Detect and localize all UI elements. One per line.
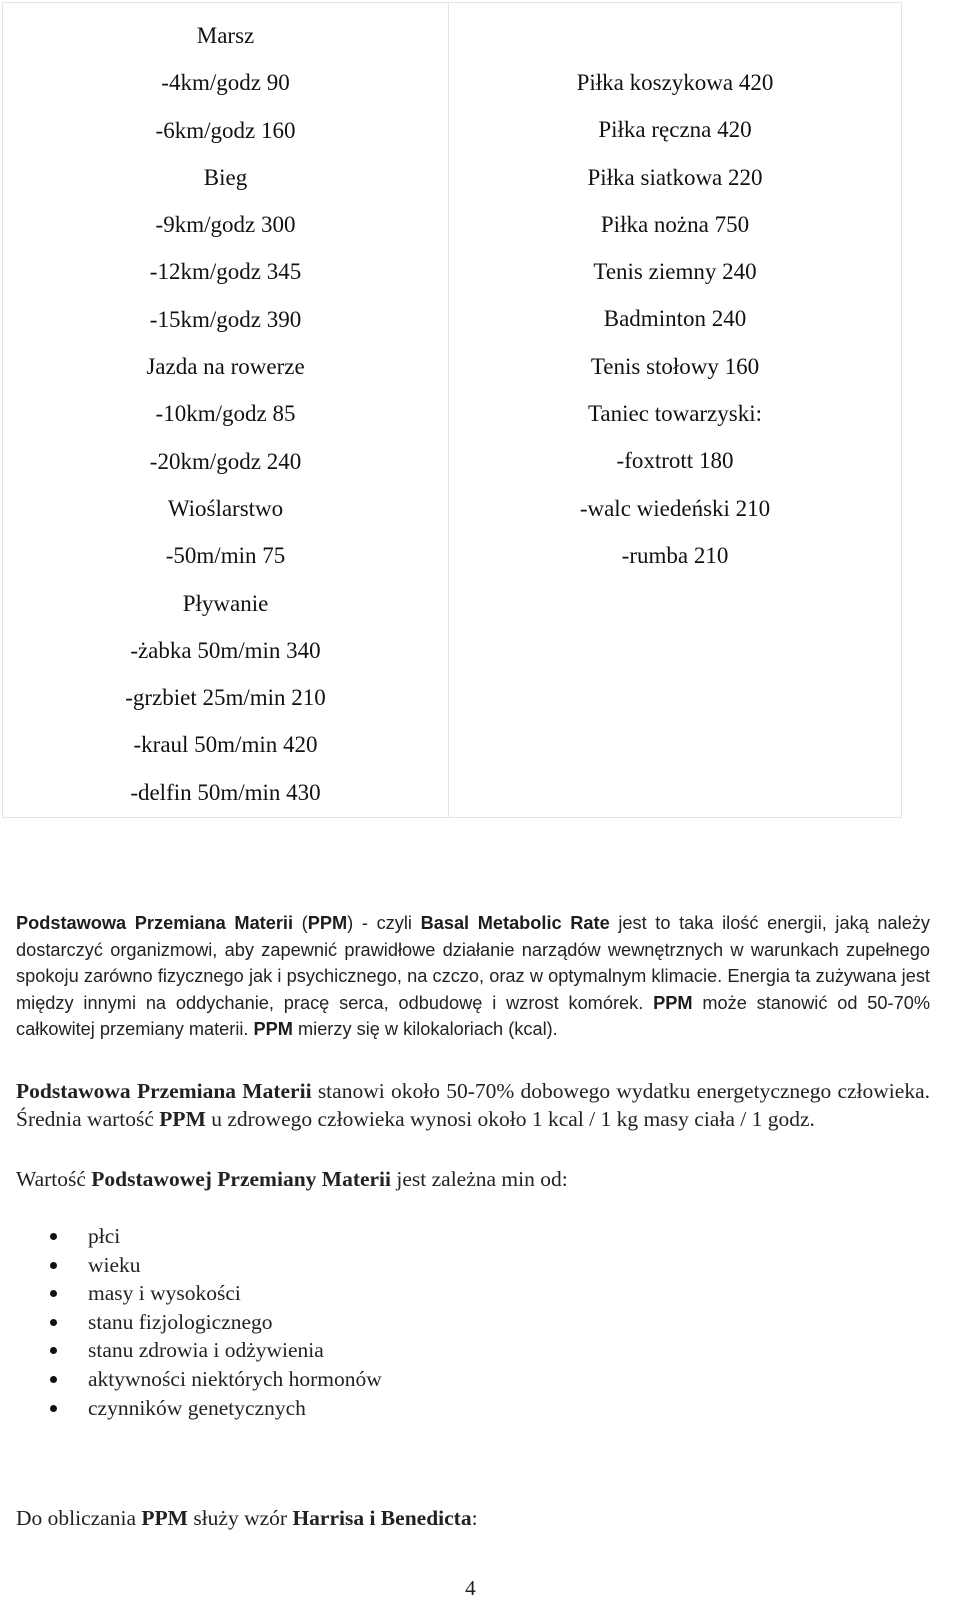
ppm-share-paragraph <box>16 1078 930 1133</box>
bullet-icon <box>50 1376 57 1383</box>
list-item <box>0 1222 382 1251</box>
text-run: może stanowić od 50-70% całkowitej przemiany materii. <box>16 992 930 1040</box>
activity-calorie-table <box>2 2 902 818</box>
term-bold: Harrisa i Benedicta <box>292 1506 472 1530</box>
text-run: jest zależna min od: <box>391 1167 568 1191</box>
list-item <box>0 1308 382 1337</box>
term-bold: PPM <box>141 1506 188 1530</box>
term-bold: PPM <box>159 1106 206 1131</box>
bullet-icon <box>50 1319 57 1326</box>
table-cell: Piłka ręczna 420 <box>598 117 752 143</box>
table-cell: -6km/godz 160 <box>155 117 296 143</box>
list-item-label: masy i wysokości <box>88 1281 241 1306</box>
table-cell: -rumba 210 <box>621 542 729 568</box>
table-cell: -10km/godz 85 <box>155 401 296 427</box>
table-left-column <box>3 3 449 817</box>
term-bold: Podstawowa Przemiana Materii <box>16 913 294 933</box>
term-bold: Basal Metabolic Rate <box>420 913 610 933</box>
text-run: Energia ta zużywana jest między innymi na oddychanie, pracę serca, odbudowę i wzrost komórek. <box>16 966 930 1013</box>
term-bold: PPM <box>653 992 693 1013</box>
table-cell: Jazda na rowerze <box>146 354 305 380</box>
table-cell: -żabka 50m/min 340 <box>130 637 321 663</box>
list-item-label: wieku <box>88 1252 141 1277</box>
table-cell: -50m/min 75 <box>165 543 286 569</box>
ppm-factors-intro <box>16 1164 568 1194</box>
page-number: 4 <box>465 1576 476 1600</box>
table-cell: -4km/godz 90 <box>161 70 290 96</box>
table-right-column <box>449 3 901 817</box>
term-bold: PPM <box>253 1019 293 1040</box>
table-cell: Piłka siatkowa 220 <box>587 164 763 190</box>
list-item <box>0 1365 382 1394</box>
text-run: ) - czyli <box>347 913 421 933</box>
term-bold: Podstawowej Przemiany Materii <box>91 1167 392 1191</box>
bullet-icon <box>50 1262 57 1269</box>
ppm-factors-list <box>0 1222 382 1422</box>
table-cell: -foxtrott 180 <box>616 448 734 474</box>
text-run: Wartość <box>16 1167 92 1191</box>
text-run: stanowi około 50-70% dobowego wydatku energetycznego człowieka. Średnia wartość <box>16 1079 930 1131</box>
table-cell: Marsz <box>196 23 255 48</box>
table-cell: -12km/godz 345 <box>149 259 302 285</box>
list-item-label: płci <box>88 1224 121 1248</box>
text-run: służy wzór <box>187 1506 293 1530</box>
table-cell: -kraul 50m/min 420 <box>133 732 318 758</box>
table-cell: -delfin 50m/min 430 <box>130 779 321 805</box>
table-cell: Taniec towarzyski: <box>587 401 763 427</box>
bullet-icon <box>50 1233 57 1240</box>
text-run: jest to taka ilość energii, jaką należy dostarczyć organizmowi, aby zapewnić prawidłowe działanie narządów wewnętrznych w warunkach zupełnego spokoju zarówno fizycznego jak i psychicznego, na czczo, oraz w optymalnym klimacie. <box>16 913 930 987</box>
list-item <box>0 1394 382 1423</box>
text-run: mierzy się w kilokaloriach (kcal). <box>292 1019 558 1040</box>
table-cell: -grzbiet 25m/min 210 <box>125 685 326 711</box>
table-cell: -20km/godz 240 <box>149 448 302 474</box>
table-cell: Badminton 240 <box>603 306 747 332</box>
table-cell: Pływanie <box>182 590 269 616</box>
bullet-icon <box>50 1290 57 1297</box>
bullet-icon <box>50 1347 57 1354</box>
list-item <box>0 1251 382 1280</box>
term-bold: Podstawowa Przemiana Materii <box>16 1079 312 1103</box>
table-cell: Tenis ziemny 240 <box>593 259 757 285</box>
bullet-icon <box>50 1405 57 1412</box>
table-cell: -9km/godz 300 <box>155 212 296 238</box>
list-item-label: stanu fizjologicznego <box>88 1309 273 1334</box>
list-item-label: aktywności niektórych hormonów <box>88 1366 382 1391</box>
term-bold: PPM <box>307 913 348 933</box>
text-run: Do obliczania <box>16 1506 142 1530</box>
list-item <box>0 1279 382 1308</box>
table-cell: Tenis stołowy 160 <box>590 353 760 379</box>
list-item-label: stanu zdrowia i odżywienia <box>88 1338 324 1363</box>
text-run: u zdrowego człowieka wynosi około 1 kcal / 1 kg masy ciała / 1 godz. <box>205 1106 815 1131</box>
text-run: : <box>471 1506 478 1530</box>
harris-benedict-intro <box>16 1503 478 1533</box>
table-cell: Wioślarstwo <box>167 495 284 521</box>
table-cell: Piłka koszykowa 420 <box>576 70 774 95</box>
text-run: ( <box>293 913 308 933</box>
table-cell: -15km/godz 390 <box>149 306 302 332</box>
list-item-label: czynników genetycznych <box>88 1395 306 1420</box>
ppm-definition-paragraph <box>16 910 930 1043</box>
table-cell: -walc wiedeński 210 <box>579 495 771 521</box>
table-cell: Bieg <box>203 164 248 190</box>
table-cell: Piłka nożna 750 <box>600 211 750 237</box>
list-item <box>0 1336 382 1365</box>
